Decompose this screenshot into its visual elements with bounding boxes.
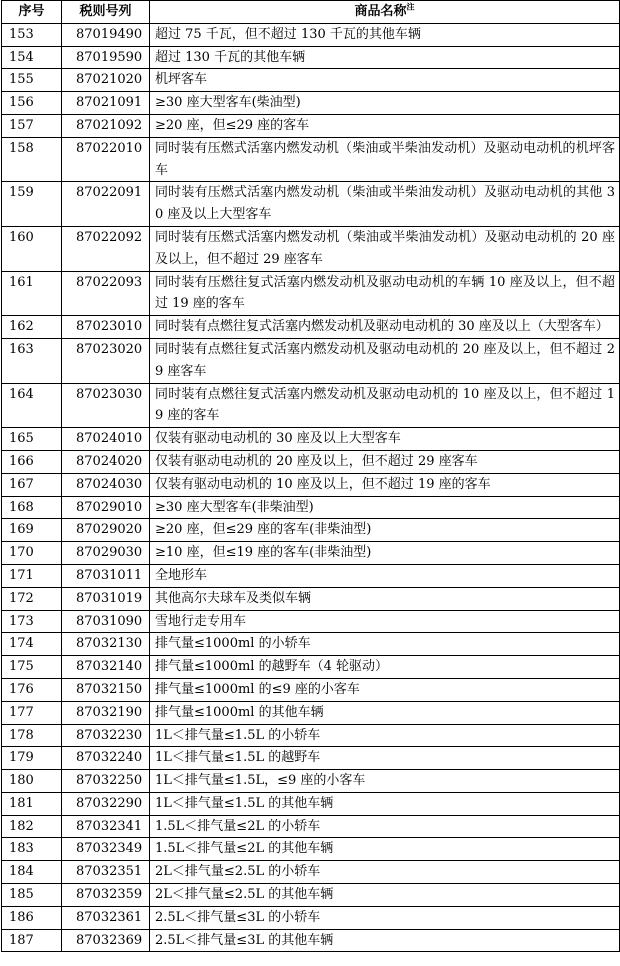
table-row [2, 496, 620, 519]
code-cell: 87032341 [62, 815, 150, 838]
name-cell: 同时装有压燃式活塞内燃发动机（柴油或半柴油发动机）及驱动电动机的其他 30 座及以上大型客车 [150, 182, 620, 227]
name-cell: 同时装有点燃往复式活塞内燃发动机及驱动电动机的 20 座及以上，但不超过 29 座客车 [150, 338, 620, 383]
name-cell: ≥30 座大型客车(柴油型) [150, 92, 620, 115]
tariff-table [1, 0, 620, 952]
table-row [2, 587, 620, 610]
code-cell: 87022093 [62, 271, 150, 316]
table-row [2, 633, 620, 656]
seq-cell: 176 [2, 678, 62, 701]
seq-cell: 174 [2, 633, 62, 656]
seq-cell: 164 [2, 383, 62, 428]
table-header [2, 1, 620, 24]
table-row [2, 884, 620, 907]
seq-cell: 183 [2, 838, 62, 861]
table-body [2, 23, 620, 952]
table-row [2, 92, 620, 115]
name-cell: 1L＜排气量≤1.5L 的其他车辆 [150, 792, 620, 815]
name-cell: 2.5L＜排气量≤3L 的小轿车 [150, 906, 620, 929]
table-row [2, 271, 620, 316]
seq-cell: 154 [2, 46, 62, 69]
seq-cell: 153 [2, 23, 62, 46]
table-row [2, 473, 620, 496]
code-cell: 87032359 [62, 884, 150, 907]
name-cell: 同时装有点燃往复式活塞内燃发动机及驱动电动机的 10 座及以上，但不超过 19 座的客车 [150, 383, 620, 428]
table-row [2, 770, 620, 793]
name-cell: 1L＜排气量≤1.5L 的小轿车 [150, 724, 620, 747]
name-cell: 其他高尔夫球车及类似车辆 [150, 587, 620, 610]
seq-cell: 175 [2, 656, 62, 679]
name-cell: 排气量≤1000ml 的≤9 座的小客车 [150, 678, 620, 701]
code-cell: 87021020 [62, 69, 150, 92]
table-row [2, 542, 620, 565]
name-cell: 1L＜排气量≤1.5L 的越野车 [150, 747, 620, 770]
code-cell: 87022091 [62, 182, 150, 227]
code-cell: 87022010 [62, 137, 150, 182]
seq-cell: 169 [2, 519, 62, 542]
seq-cell: 180 [2, 770, 62, 793]
table-row [2, 23, 620, 46]
table-row [2, 792, 620, 815]
header-code: 税则号列 [62, 1, 150, 24]
table-row [2, 338, 620, 383]
name-cell: ≥20 座，但≤29 座的客车 [150, 114, 620, 137]
name-cell: 仅装有驱动电动机的 30 座及以上大型客车 [150, 428, 620, 451]
seq-cell: 165 [2, 428, 62, 451]
code-cell: 87024020 [62, 450, 150, 473]
code-cell: 87024030 [62, 473, 150, 496]
seq-cell: 173 [2, 610, 62, 633]
name-cell: 1.5L＜排气量≤2L 的其他车辆 [150, 838, 620, 861]
seq-cell: 156 [2, 92, 62, 115]
code-cell: 87019590 [62, 46, 150, 69]
header-name-note: 注 [406, 1, 415, 12]
table-row [2, 724, 620, 747]
code-cell: 87023020 [62, 338, 150, 383]
table-row [2, 815, 620, 838]
name-cell: 同时装有压燃式活塞内燃发动机（柴油或半柴油发动机）及驱动电动机的 20 座及以上，但不超过 29 座客车 [150, 226, 620, 271]
seq-cell: 159 [2, 182, 62, 227]
table-row [2, 69, 620, 92]
code-cell: 87023010 [62, 316, 150, 339]
name-cell: 仅装有驱动电动机的 10 座及以上，但不超过 19 座的客车 [150, 473, 620, 496]
code-cell: 87029020 [62, 519, 150, 542]
seq-cell: 187 [2, 929, 62, 952]
name-cell: ≥30 座大型客车(非柴油型) [150, 496, 620, 519]
table-row [2, 610, 620, 633]
name-cell: 雪地行走专用车 [150, 610, 620, 633]
seq-cell: 185 [2, 884, 62, 907]
seq-cell: 171 [2, 564, 62, 587]
name-cell: ≥20 座，但≤29 座的客车(非柴油型) [150, 519, 620, 542]
code-cell: 87031011 [62, 564, 150, 587]
code-cell: 87032349 [62, 838, 150, 861]
seq-cell: 184 [2, 861, 62, 884]
table-row [2, 519, 620, 542]
code-cell: 87032140 [62, 656, 150, 679]
name-cell: 同时装有压燃往复式活塞内燃发动机及驱动电动机的车辆 10 座及以上，但不超过 19 座的客车 [150, 271, 620, 316]
code-cell: 87024010 [62, 428, 150, 451]
table-row [2, 114, 620, 137]
code-cell: 87032230 [62, 724, 150, 747]
seq-cell: 166 [2, 450, 62, 473]
seq-cell: 157 [2, 114, 62, 137]
header-name-label: 商品名称 [354, 4, 407, 19]
code-cell: 87032361 [62, 906, 150, 929]
table-row [2, 137, 620, 182]
name-cell: 排气量≤1000ml 的其他车辆 [150, 701, 620, 724]
name-cell: 2L＜排气量≤2.5L 的小轿车 [150, 861, 620, 884]
code-cell: 87029030 [62, 542, 150, 565]
seq-cell: 181 [2, 792, 62, 815]
seq-cell: 172 [2, 587, 62, 610]
table-row [2, 383, 620, 428]
name-cell: 1L＜排气量≤1.5L，≤9 座的小客车 [150, 770, 620, 793]
seq-cell: 162 [2, 316, 62, 339]
name-cell: 2.5L＜排气量≤3L 的其他车辆 [150, 929, 620, 952]
seq-cell: 158 [2, 137, 62, 182]
table-row [2, 678, 620, 701]
table-row [2, 906, 620, 929]
seq-cell: 160 [2, 226, 62, 271]
seq-cell: 178 [2, 724, 62, 747]
name-cell: 超过 130 千瓦的其他车辆 [150, 46, 620, 69]
header-seq: 序号 [2, 1, 62, 24]
seq-cell: 168 [2, 496, 62, 519]
code-cell: 87032250 [62, 770, 150, 793]
table-row [2, 428, 620, 451]
code-cell: 87032130 [62, 633, 150, 656]
name-cell: 1.5L＜排气量≤2L 的小轿车 [150, 815, 620, 838]
code-cell: 87032369 [62, 929, 150, 952]
name-cell: 排气量≤1000ml 的越野车（4 轮驱动） [150, 656, 620, 679]
seq-cell: 179 [2, 747, 62, 770]
code-cell: 87032351 [62, 861, 150, 884]
name-cell: 全地形车 [150, 564, 620, 587]
seq-cell: 170 [2, 542, 62, 565]
name-cell: ≥10 座，但≤19 座的客车(非柴油型) [150, 542, 620, 565]
code-cell: 87021091 [62, 92, 150, 115]
header-name [150, 1, 620, 24]
name-cell: 2L＜排气量≤2.5L 的其他车辆 [150, 884, 620, 907]
table-row [2, 226, 620, 271]
code-cell: 87031019 [62, 587, 150, 610]
code-cell: 87031090 [62, 610, 150, 633]
seq-cell: 167 [2, 473, 62, 496]
code-cell: 87023030 [62, 383, 150, 428]
table-row [2, 838, 620, 861]
code-cell: 87019490 [62, 23, 150, 46]
seq-cell: 177 [2, 701, 62, 724]
code-cell: 87029010 [62, 496, 150, 519]
table-row [2, 182, 620, 227]
table-row [2, 564, 620, 587]
seq-cell: 186 [2, 906, 62, 929]
name-cell: 排气量≤1000ml 的小轿车 [150, 633, 620, 656]
name-cell: 机坪客车 [150, 69, 620, 92]
code-cell: 87021092 [62, 114, 150, 137]
code-cell: 87032150 [62, 678, 150, 701]
name-cell: 同时装有压燃式活塞内燃发动机（柴油或半柴油发动机）及驱动电动机的机坪客车 [150, 137, 620, 182]
table-row [2, 450, 620, 473]
code-cell: 87032290 [62, 792, 150, 815]
seq-cell: 182 [2, 815, 62, 838]
table-row [2, 701, 620, 724]
seq-cell: 163 [2, 338, 62, 383]
table-row [2, 316, 620, 339]
table-row [2, 861, 620, 884]
table-row [2, 656, 620, 679]
table-row [2, 929, 620, 952]
name-cell: 同时装有点燃往复式活塞内燃发动机及驱动电动机的 30 座及以上（大型客车） [150, 316, 620, 339]
seq-cell: 161 [2, 271, 62, 316]
table-row [2, 46, 620, 69]
seq-cell: 155 [2, 69, 62, 92]
name-cell: 仅装有驱动电动机的 20 座及以上，但不超过 29 座客车 [150, 450, 620, 473]
table-row [2, 747, 620, 770]
code-cell: 87022092 [62, 226, 150, 271]
code-cell: 87032190 [62, 701, 150, 724]
header-row [2, 1, 620, 24]
name-cell: 超过 75 千瓦，但不超过 130 千瓦的其他车辆 [150, 23, 620, 46]
code-cell: 87032240 [62, 747, 150, 770]
